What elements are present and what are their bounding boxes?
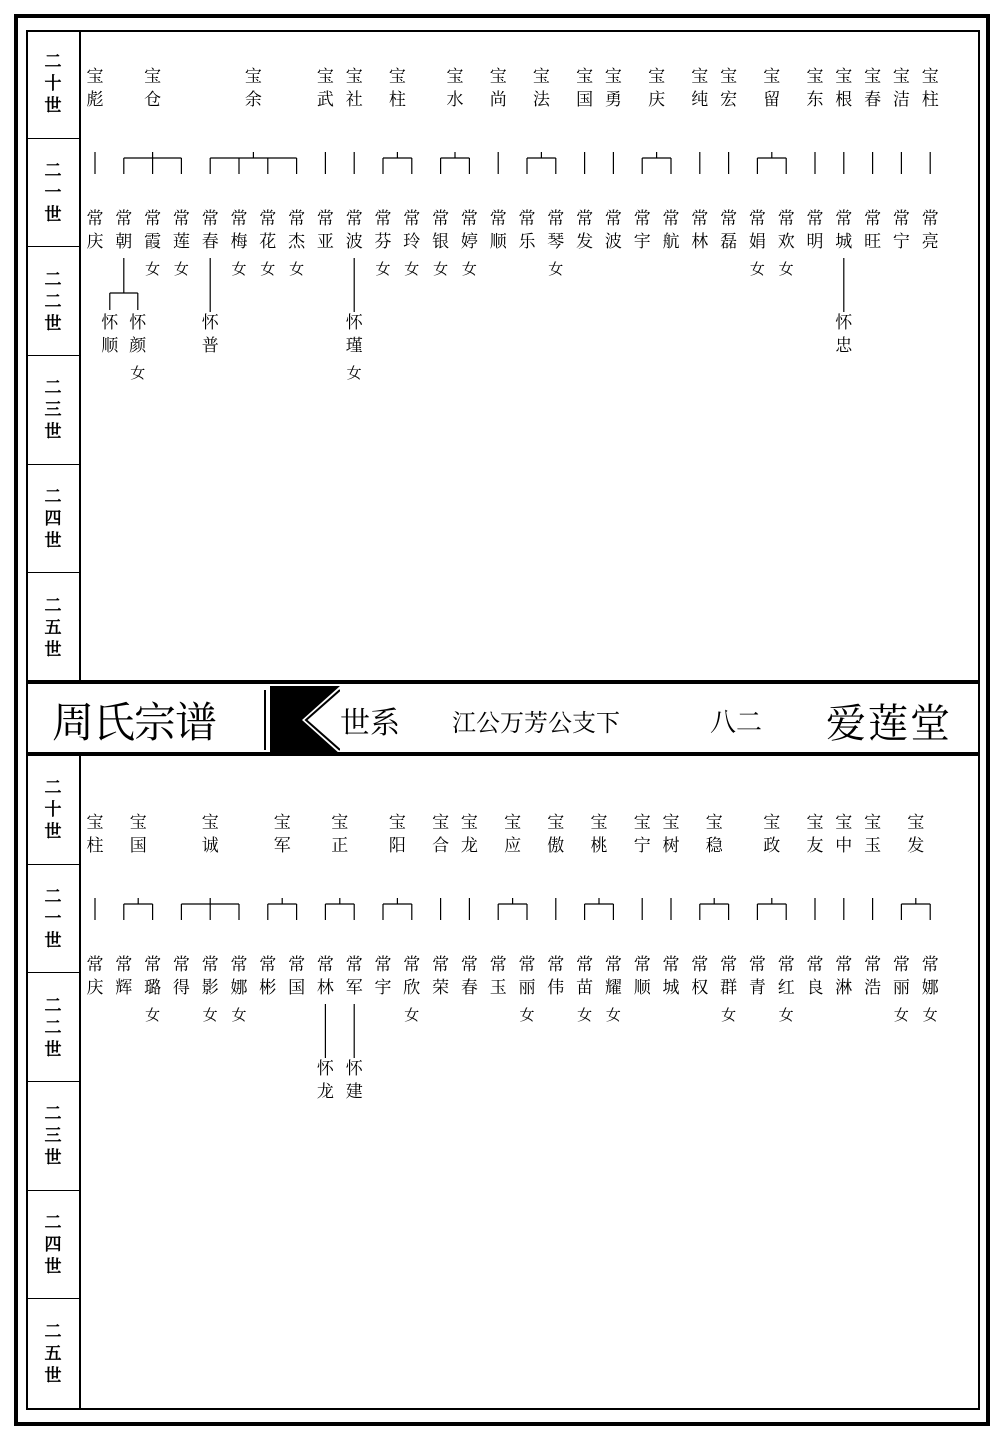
child-name: 常 丽 [892, 955, 910, 998]
father-name: 宝 军 [273, 813, 291, 856]
father-name: 宝 根 [835, 67, 853, 110]
father-name: 宝 社 [345, 67, 363, 110]
father-name: 宝 尚 [489, 67, 507, 110]
female-marker: 女 [375, 260, 391, 278]
child-name: 常 良 [806, 955, 824, 998]
book-title: 周氏宗谱 [52, 698, 217, 747]
child-name: 常 国 [288, 955, 306, 998]
child-name: 常 庆 [86, 955, 104, 998]
female-marker: 女 [749, 260, 765, 278]
father-name: 宝 国 [576, 67, 594, 110]
female-marker: 女 [145, 1006, 161, 1024]
child-name: 常 红 [777, 955, 795, 998]
child-name: 常 宁 [892, 209, 910, 252]
female-marker: 女 [130, 364, 146, 382]
grandchild-name: 怀 建 [345, 1059, 363, 1102]
child-name: 常 娜 [230, 955, 248, 998]
father-name: 宝 武 [316, 67, 334, 110]
child-name: 常 朝 [115, 209, 133, 252]
child-name: 常 航 [662, 209, 680, 252]
hall-name: 爱莲堂 [826, 700, 952, 747]
child-name: 常 辉 [115, 955, 133, 998]
father-name: 宝 政 [763, 813, 781, 856]
child-name: 常 权 [691, 955, 709, 998]
father-name: 宝 玉 [864, 813, 882, 856]
child-name: 常 银 [432, 209, 450, 252]
child-name: 常 欣 [403, 955, 421, 998]
grandchild-name: 怀 顺 [101, 313, 119, 356]
father-name: 宝 彪 [86, 67, 104, 110]
female-marker: 女 [173, 260, 189, 278]
female-marker: 女 [461, 260, 477, 278]
child-name: 常 顺 [489, 209, 507, 252]
section-label: 世系 [340, 706, 400, 741]
child-name: 常 得 [172, 955, 190, 998]
child-name: 常 宇 [374, 955, 392, 998]
child-name: 常 磊 [720, 209, 738, 252]
female-marker: 女 [404, 1006, 420, 1024]
child-name: 常 庆 [86, 209, 104, 252]
female-marker: 女 [605, 1006, 621, 1024]
female-marker: 女 [346, 364, 362, 382]
generation-label: 二 五 世 [44, 595, 62, 660]
grandchild-name: 怀 忠 [835, 313, 853, 356]
child-name: 常 发 [576, 209, 594, 252]
father-name: 宝 诚 [201, 813, 219, 856]
grandchild-name: 怀 龙 [316, 1059, 334, 1102]
child-name: 常 丽 [518, 955, 536, 998]
branch-label: 江公万芳公支下 [452, 708, 620, 737]
father-name: 宝 余 [244, 67, 262, 110]
female-marker: 女 [433, 260, 449, 278]
generation-label: 二 三 世 [44, 1104, 62, 1169]
grandchild-name: 怀 瑾 [345, 313, 363, 356]
father-name: 宝 仓 [144, 67, 162, 110]
father-name: 宝 傲 [547, 813, 565, 856]
child-name: 常 波 [345, 209, 363, 252]
father-name: 宝 友 [806, 813, 824, 856]
father-name: 宝 发 [907, 813, 925, 856]
child-name: 常 城 [835, 209, 853, 252]
child-name: 常 旺 [864, 209, 882, 252]
child-name: 常 莲 [172, 209, 190, 252]
child-name: 常 玲 [403, 209, 421, 252]
father-name: 宝 水 [446, 67, 464, 110]
father-name: 宝 柱 [921, 67, 939, 110]
child-name: 常 浩 [864, 955, 882, 998]
child-name: 常 梅 [230, 209, 248, 252]
father-name: 宝 柱 [388, 67, 406, 110]
father-name: 宝 柱 [86, 813, 104, 856]
child-name: 常 荣 [432, 955, 450, 998]
female-marker: 女 [404, 260, 420, 278]
page-number: 八二 [710, 707, 763, 738]
generation-label: 二 十 世 [44, 778, 62, 843]
child-name: 常 彬 [259, 955, 277, 998]
female-marker: 女 [778, 260, 794, 278]
female-marker: 女 [260, 260, 276, 278]
generation-label: 二 三 世 [44, 378, 62, 443]
female-marker: 女 [548, 260, 564, 278]
child-name: 常 林 [691, 209, 709, 252]
child-name: 常 明 [806, 209, 824, 252]
father-name: 宝 树 [662, 813, 680, 856]
child-name: 常 春 [201, 209, 219, 252]
father-name: 宝 龙 [460, 813, 478, 856]
child-name: 常 霞 [144, 209, 162, 252]
child-name: 常 杰 [288, 209, 306, 252]
generation-label: 二 十 世 [44, 52, 62, 117]
generation-label: 二 四 世 [44, 486, 62, 551]
child-name: 常 春 [460, 955, 478, 998]
father-name: 宝 纯 [691, 67, 709, 110]
female-marker: 女 [721, 1006, 737, 1024]
generation-label: 二 五 世 [44, 1321, 62, 1386]
father-name: 宝 桃 [590, 813, 608, 856]
father-name: 宝 国 [129, 813, 147, 856]
child-name: 常 城 [662, 955, 680, 998]
child-name: 常 苗 [576, 955, 594, 998]
father-name: 宝 留 [763, 67, 781, 110]
generation-label: 二 一 世 [44, 886, 62, 951]
child-name: 常 亚 [316, 209, 334, 252]
child-name: 常 花 [259, 209, 277, 252]
female-marker: 女 [893, 1006, 909, 1024]
father-name: 宝 法 [532, 67, 550, 110]
child-name: 常 伟 [547, 955, 565, 998]
grandchild-name: 怀 颜 [129, 313, 147, 356]
child-name: 常 欢 [777, 209, 795, 252]
child-name: 常 影 [201, 955, 219, 998]
female-marker: 女 [231, 260, 247, 278]
female-marker: 女 [202, 1006, 218, 1024]
father-name: 宝 合 [432, 813, 450, 856]
father-name: 宝 中 [835, 813, 853, 856]
father-name: 宝 勇 [604, 67, 622, 110]
female-marker: 女 [577, 1006, 593, 1024]
female-marker: 女 [922, 1006, 938, 1024]
generation-label: 二 二 世 [44, 995, 62, 1060]
child-name: 常 娜 [921, 955, 939, 998]
generation-label: 二 四 世 [44, 1212, 62, 1277]
child-name: 常 玉 [489, 955, 507, 998]
child-name: 常 娟 [748, 209, 766, 252]
child-name: 常 璐 [144, 955, 162, 998]
child-name: 常 群 [720, 955, 738, 998]
child-name: 常 淋 [835, 955, 853, 998]
father-name: 宝 东 [806, 67, 824, 110]
child-name: 常 林 [316, 955, 334, 998]
child-name: 常 乐 [518, 209, 536, 252]
child-name: 常 军 [345, 955, 363, 998]
father-name: 宝 宁 [633, 813, 651, 856]
female-marker: 女 [778, 1006, 794, 1024]
child-name: 常 宇 [633, 209, 651, 252]
generation-label: 二 一 世 [44, 160, 62, 225]
father-name: 宝 应 [504, 813, 522, 856]
child-name: 常 耀 [604, 955, 622, 998]
father-name: 宝 洁 [892, 67, 910, 110]
child-name: 常 亮 [921, 209, 939, 252]
grandchild-name: 怀 普 [201, 313, 219, 356]
child-name: 常 青 [748, 955, 766, 998]
female-marker: 女 [519, 1006, 535, 1024]
female-marker: 女 [231, 1006, 247, 1024]
child-name: 常 波 [604, 209, 622, 252]
child-name: 常 婷 [460, 209, 478, 252]
female-marker: 女 [145, 260, 161, 278]
father-name: 宝 春 [864, 67, 882, 110]
father-name: 宝 宏 [720, 67, 738, 110]
generation-label: 二 二 世 [44, 269, 62, 334]
child-name: 常 琴 [547, 209, 565, 252]
female-marker: 女 [289, 260, 305, 278]
father-name: 宝 庆 [648, 67, 666, 110]
child-name: 常 顺 [633, 955, 651, 998]
child-name: 常 芬 [374, 209, 392, 252]
father-name: 宝 阳 [388, 813, 406, 856]
father-name: 宝 稳 [705, 813, 723, 856]
father-name: 宝 正 [331, 813, 349, 856]
